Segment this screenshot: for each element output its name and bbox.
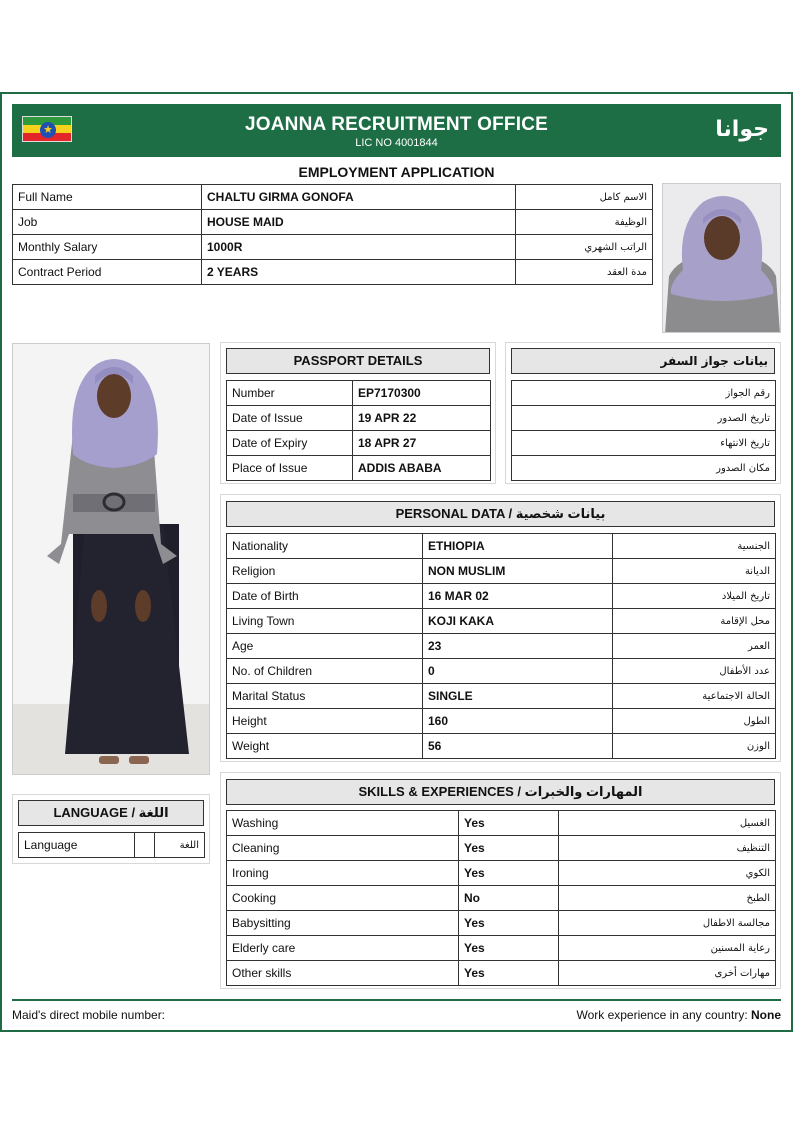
field-label-arabic: الوظيفة [516,210,653,235]
language-heading: LANGUAGE / اللغة [18,800,204,826]
applicant-row [13,235,653,260]
page-title: EMPLOYMENT APPLICATION [298,164,495,180]
footer-divider [12,999,781,1001]
field-label-arabic: الراتب الشهري [516,235,653,260]
field-label-arabic: الطول [613,709,776,734]
passport-row [227,381,491,406]
skill-label: Babysitting [227,911,459,936]
field-label-arabic: الجنسية [613,534,776,559]
field-value: ETHIOPIA [423,534,613,559]
field-label-arabic: محل الإقامة [613,609,776,634]
field-value [135,833,155,858]
passport-row [227,456,491,481]
field-value: EP7170300 [353,381,491,406]
personal-row [227,559,776,584]
skills-heading: SKILLS & EXPERIENCES / المهارات والخبرات [226,779,775,805]
field-label: Monthly Salary [13,235,202,260]
passport-row [227,431,491,456]
field-value: HOUSE MAID [202,210,516,235]
skill-row [227,811,776,836]
field-label-arabic: تاريخ الصدور [512,406,776,431]
passport-arabic-row [512,381,776,406]
ethiopia-flag-icon: ★ [22,116,72,142]
personal-data-table [226,533,776,759]
skill-label: Other skills [227,961,459,986]
mobile-number-label: Maid's direct mobile number: [12,1008,166,1022]
personal-row [227,584,776,609]
field-label: Date of Birth [227,584,423,609]
passport-heading-arabic: بيانات جواز السفر [511,348,775,374]
skill-value: Yes [459,961,559,986]
field-label: Nationality [227,534,423,559]
field-label-arabic: اللغة [155,833,205,858]
field-label: Full Name [13,185,202,210]
field-label: Age [227,634,423,659]
field-label: Contract Period [13,260,202,285]
skill-label-arabic: مهارات أخرى [559,961,776,986]
field-value: 23 [423,634,613,659]
skill-label-arabic: التنظيف [559,836,776,861]
personal-row [227,609,776,634]
passport-arabic-row [512,406,776,431]
field-label-arabic: العمر [613,634,776,659]
skill-row [227,911,776,936]
skill-value: No [459,886,559,911]
license-number: LIC NO 4001844 [355,137,438,149]
skill-label-arabic: الكوي [559,861,776,886]
field-value: 2 YEARS [202,260,516,285]
field-label: Marital Status [227,684,423,709]
skill-value: Yes [459,811,559,836]
passport-table [226,380,491,481]
applicant-row [13,185,653,210]
skill-row [227,886,776,911]
field-label-arabic: الحالة الاجتماعية [613,684,776,709]
skill-value: Yes [459,911,559,936]
language-table [18,832,205,858]
skill-label-arabic: الطبخ [559,886,776,911]
skill-row [227,861,776,886]
field-label-arabic: الاسم كامل [516,185,653,210]
skill-value: Yes [459,936,559,961]
personal-data-heading: PERSONAL DATA / بيانات شخصية [226,501,775,527]
personal-row [227,659,776,684]
field-label-arabic: مكان الصدور [512,456,776,481]
field-value: ADDIS ABABA [353,456,491,481]
skills-table [226,810,776,986]
personal-row [227,684,776,709]
applicant-row [13,260,653,285]
skill-row [227,836,776,861]
passport-arabic-table [511,380,776,481]
field-label: Place of Issue [227,456,353,481]
field-label-arabic: الوزن [613,734,776,759]
field-label: Religion [227,559,423,584]
field-label-arabic: مدة العقد [516,260,653,285]
field-label-arabic: عدد الأطفال [613,659,776,684]
office-name-arabic: جوانا [715,117,769,142]
field-label-arabic: تاريخ الميلاد [613,584,776,609]
field-value: SINGLE [423,684,613,709]
personal-row [227,634,776,659]
skill-row [227,936,776,961]
personal-row [227,734,776,759]
field-label: Living Town [227,609,423,634]
applicant-table [12,184,653,285]
field-label: Date of Expiry [227,431,353,456]
personal-row [227,709,776,734]
passport-arabic-row [512,456,776,481]
skill-label: Cooking [227,886,459,911]
skill-label-arabic: رعاية المسنين [559,936,776,961]
field-label: Weight [227,734,423,759]
field-label-arabic: الديانة [613,559,776,584]
language-row [19,833,205,858]
field-value: CHALTU GIRMA GONOFA [202,185,516,210]
field-label: Job [13,210,202,235]
passport-arabic-row [512,431,776,456]
passport-heading: PASSPORT DETAILS [226,348,490,374]
field-label: Height [227,709,423,734]
field-label: Date of Issue [227,406,353,431]
skill-value: Yes [459,836,559,861]
skill-label: Ironing [227,861,459,886]
skill-label-arabic: مجالسة الاطفال [559,911,776,936]
applicant-full-body-photo [12,343,210,775]
field-label-arabic: تاريخ الانتهاء [512,431,776,456]
applicant-row [13,210,653,235]
field-label: Number [227,381,353,406]
field-value: 1000R [202,235,516,260]
field-label: No. of Children [227,659,423,684]
applicant-portrait-photo [662,183,781,333]
personal-row [227,534,776,559]
field-value: NON MUSLIM [423,559,613,584]
field-value: KOJI KAKA [423,609,613,634]
field-value: 0 [423,659,613,684]
field-value: 19 APR 22 [353,406,491,431]
skill-row [227,961,776,986]
skill-label: Cleaning [227,836,459,861]
passport-row [227,406,491,431]
work-experience-value: None [751,1008,781,1022]
field-value: 160 [423,709,613,734]
field-value: 18 APR 27 [353,431,491,456]
field-label: Language [19,833,135,858]
skill-label-arabic: الغسيل [559,811,776,836]
field-label-arabic: رقم الجواز [512,381,776,406]
skill-label: Washing [227,811,459,836]
field-value: 16 MAR 02 [423,584,613,609]
field-value: 56 [423,734,613,759]
skill-label: Elderly care [227,936,459,961]
work-experience-label: Work experience in any country: [576,1008,748,1022]
work-experience [576,1008,781,1022]
skill-value: Yes [459,861,559,886]
office-name: JOANNA RECRUITMENT OFFICE [244,114,549,135]
header-banner [12,104,781,157]
